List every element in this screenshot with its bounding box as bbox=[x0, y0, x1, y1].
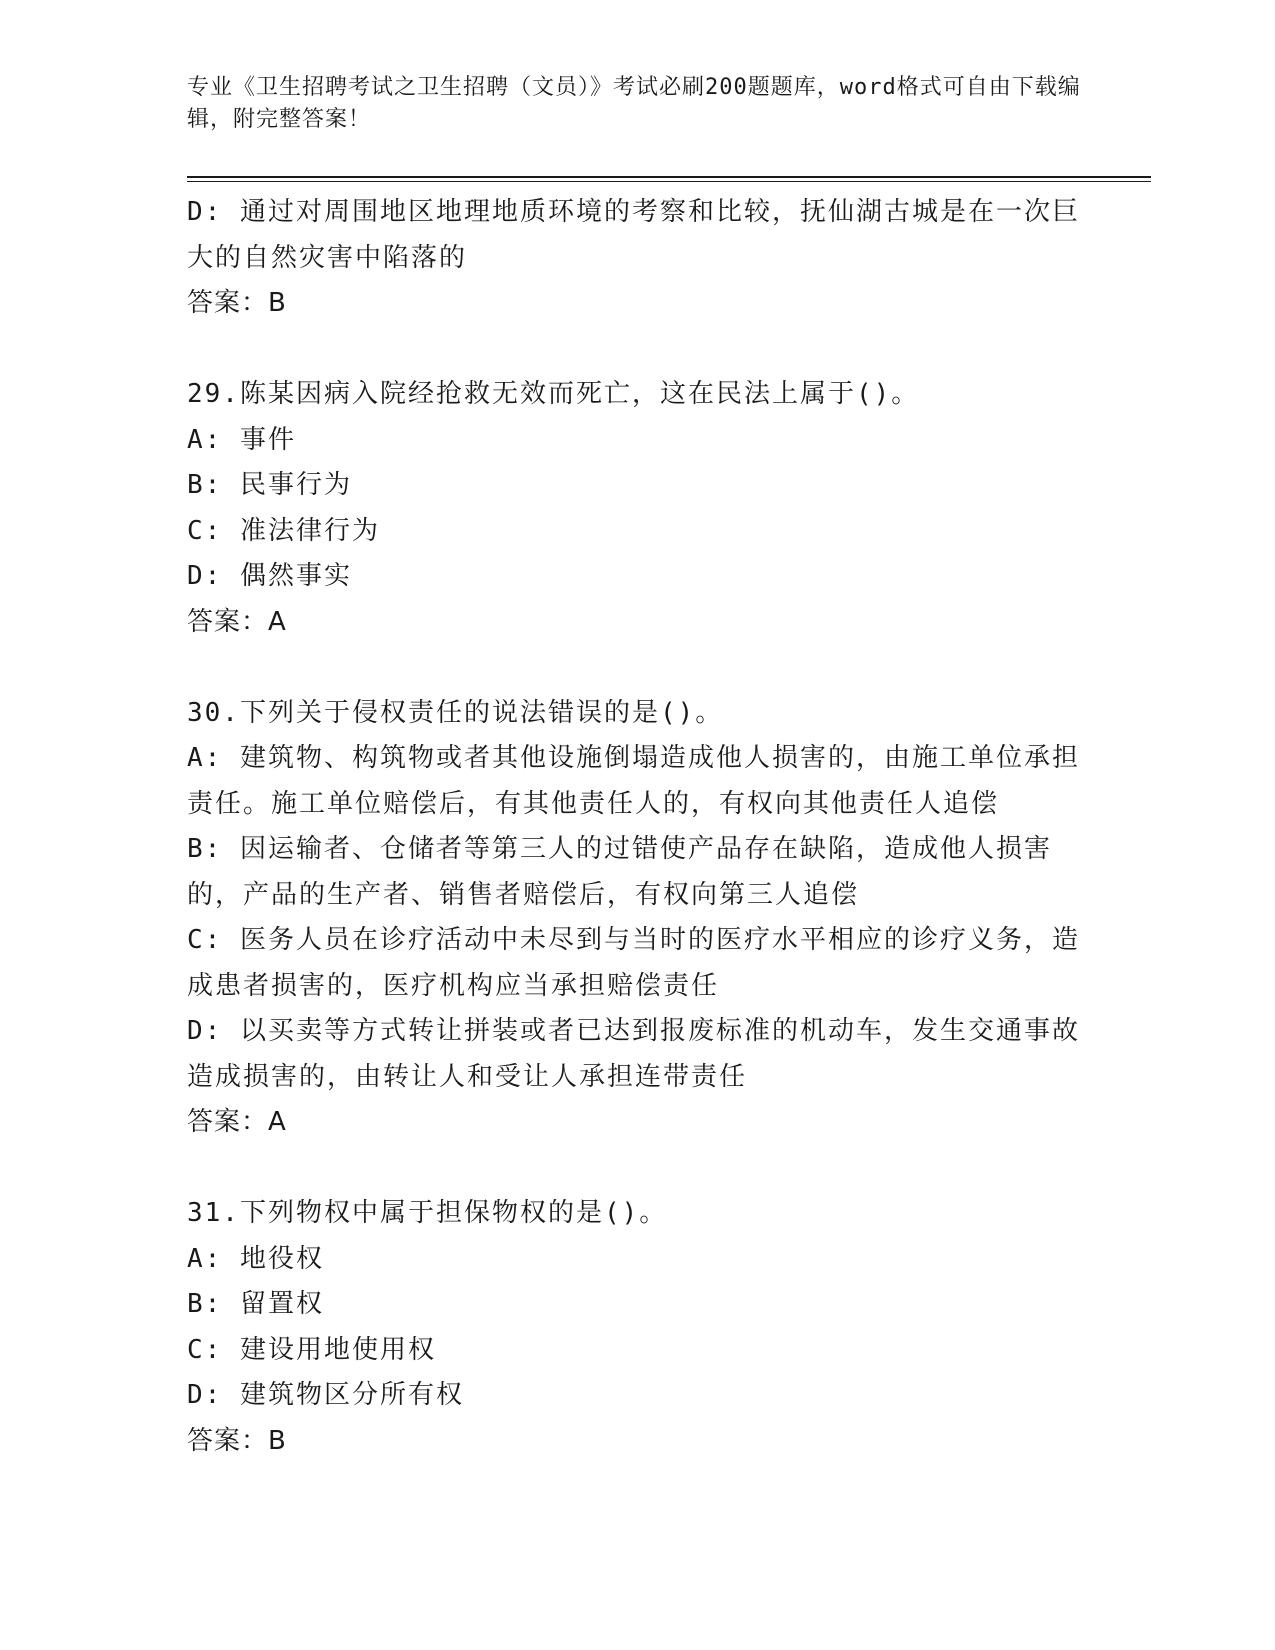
header-rule-thick bbox=[187, 176, 1151, 178]
spacer bbox=[187, 1146, 1087, 1192]
question-30-stem: 30.下列关于侵权责任的说法错误的是()。 bbox=[187, 697, 724, 728]
question-31-option-c: C: 建设用地使用权 bbox=[187, 1334, 436, 1365]
question-29-option-a: A: 事件 bbox=[187, 424, 296, 455]
prev-question-option-d: D: 通过对周围地区地理地质环境的考察和比较，抚仙湖古城是在一次巨大的自然灾害中陷落的 bbox=[187, 197, 1080, 273]
page-header: 专业《卫生招聘考试之卫生招聘（文员）》考试必刷200题题库，word格式可自由下载编辑，附完整答案！ bbox=[187, 75, 1081, 132]
spacer bbox=[187, 327, 1087, 373]
question-31-option-b: B: 留置权 bbox=[187, 1289, 324, 1319]
question-30-option-b: B: 因运输者、仓储者等第三人的过错使产品存在缺陷，造成他人损害的，产品的生产者、销售者赔偿后，有权向第三人追偿 bbox=[187, 834, 1052, 910]
header-rule-thin bbox=[187, 181, 1151, 182]
question-31-option-a: A: 地役权 bbox=[187, 1243, 324, 1274]
question-29-stem: 29.陈某因病入院经抢救无效而死亡，这在民法上属于()。 bbox=[187, 379, 920, 409]
question-30-option-d: D: 以买卖等方式转让拼装或者已达到报废标准的机动车，发生交通事故造成损害的，由转让人和受让人承担连带责任 bbox=[187, 1016, 1080, 1092]
question-30-option-c: C: 医务人员在诊疗活动中未尽到与当时的医疗水平相应的诊疗义务，造成患者损害的，医疗机构应当承担赔偿责任 bbox=[187, 925, 1080, 1001]
question-29-answer: 答案：A bbox=[187, 606, 287, 637]
question-31-stem: 31.下列物权中属于担保物权的是()。 bbox=[187, 1198, 668, 1228]
question-30-option-a: A: 建筑物、构筑物或者其他设施倒塌造成他人损害的，由施工单位承担责任。施工单位赔偿后，有其他责任人的，有权向其他责任人追偿 bbox=[187, 743, 1080, 819]
spacer bbox=[187, 645, 1087, 691]
question-31-option-d: D: 建筑物区分所有权 bbox=[187, 1380, 464, 1410]
question-29-option-c: C: 准法律行为 bbox=[187, 515, 380, 546]
question-content bbox=[187, 190, 1087, 1464]
question-30-answer: 答案：A bbox=[187, 1107, 287, 1137]
prev-question-answer: 答案：B bbox=[187, 288, 287, 318]
question-29-option-b: B: 民事行为 bbox=[187, 470, 352, 500]
question-29-option-d: D: 偶然事实 bbox=[187, 561, 352, 591]
question-31-answer: 答案：B bbox=[187, 1425, 287, 1456]
